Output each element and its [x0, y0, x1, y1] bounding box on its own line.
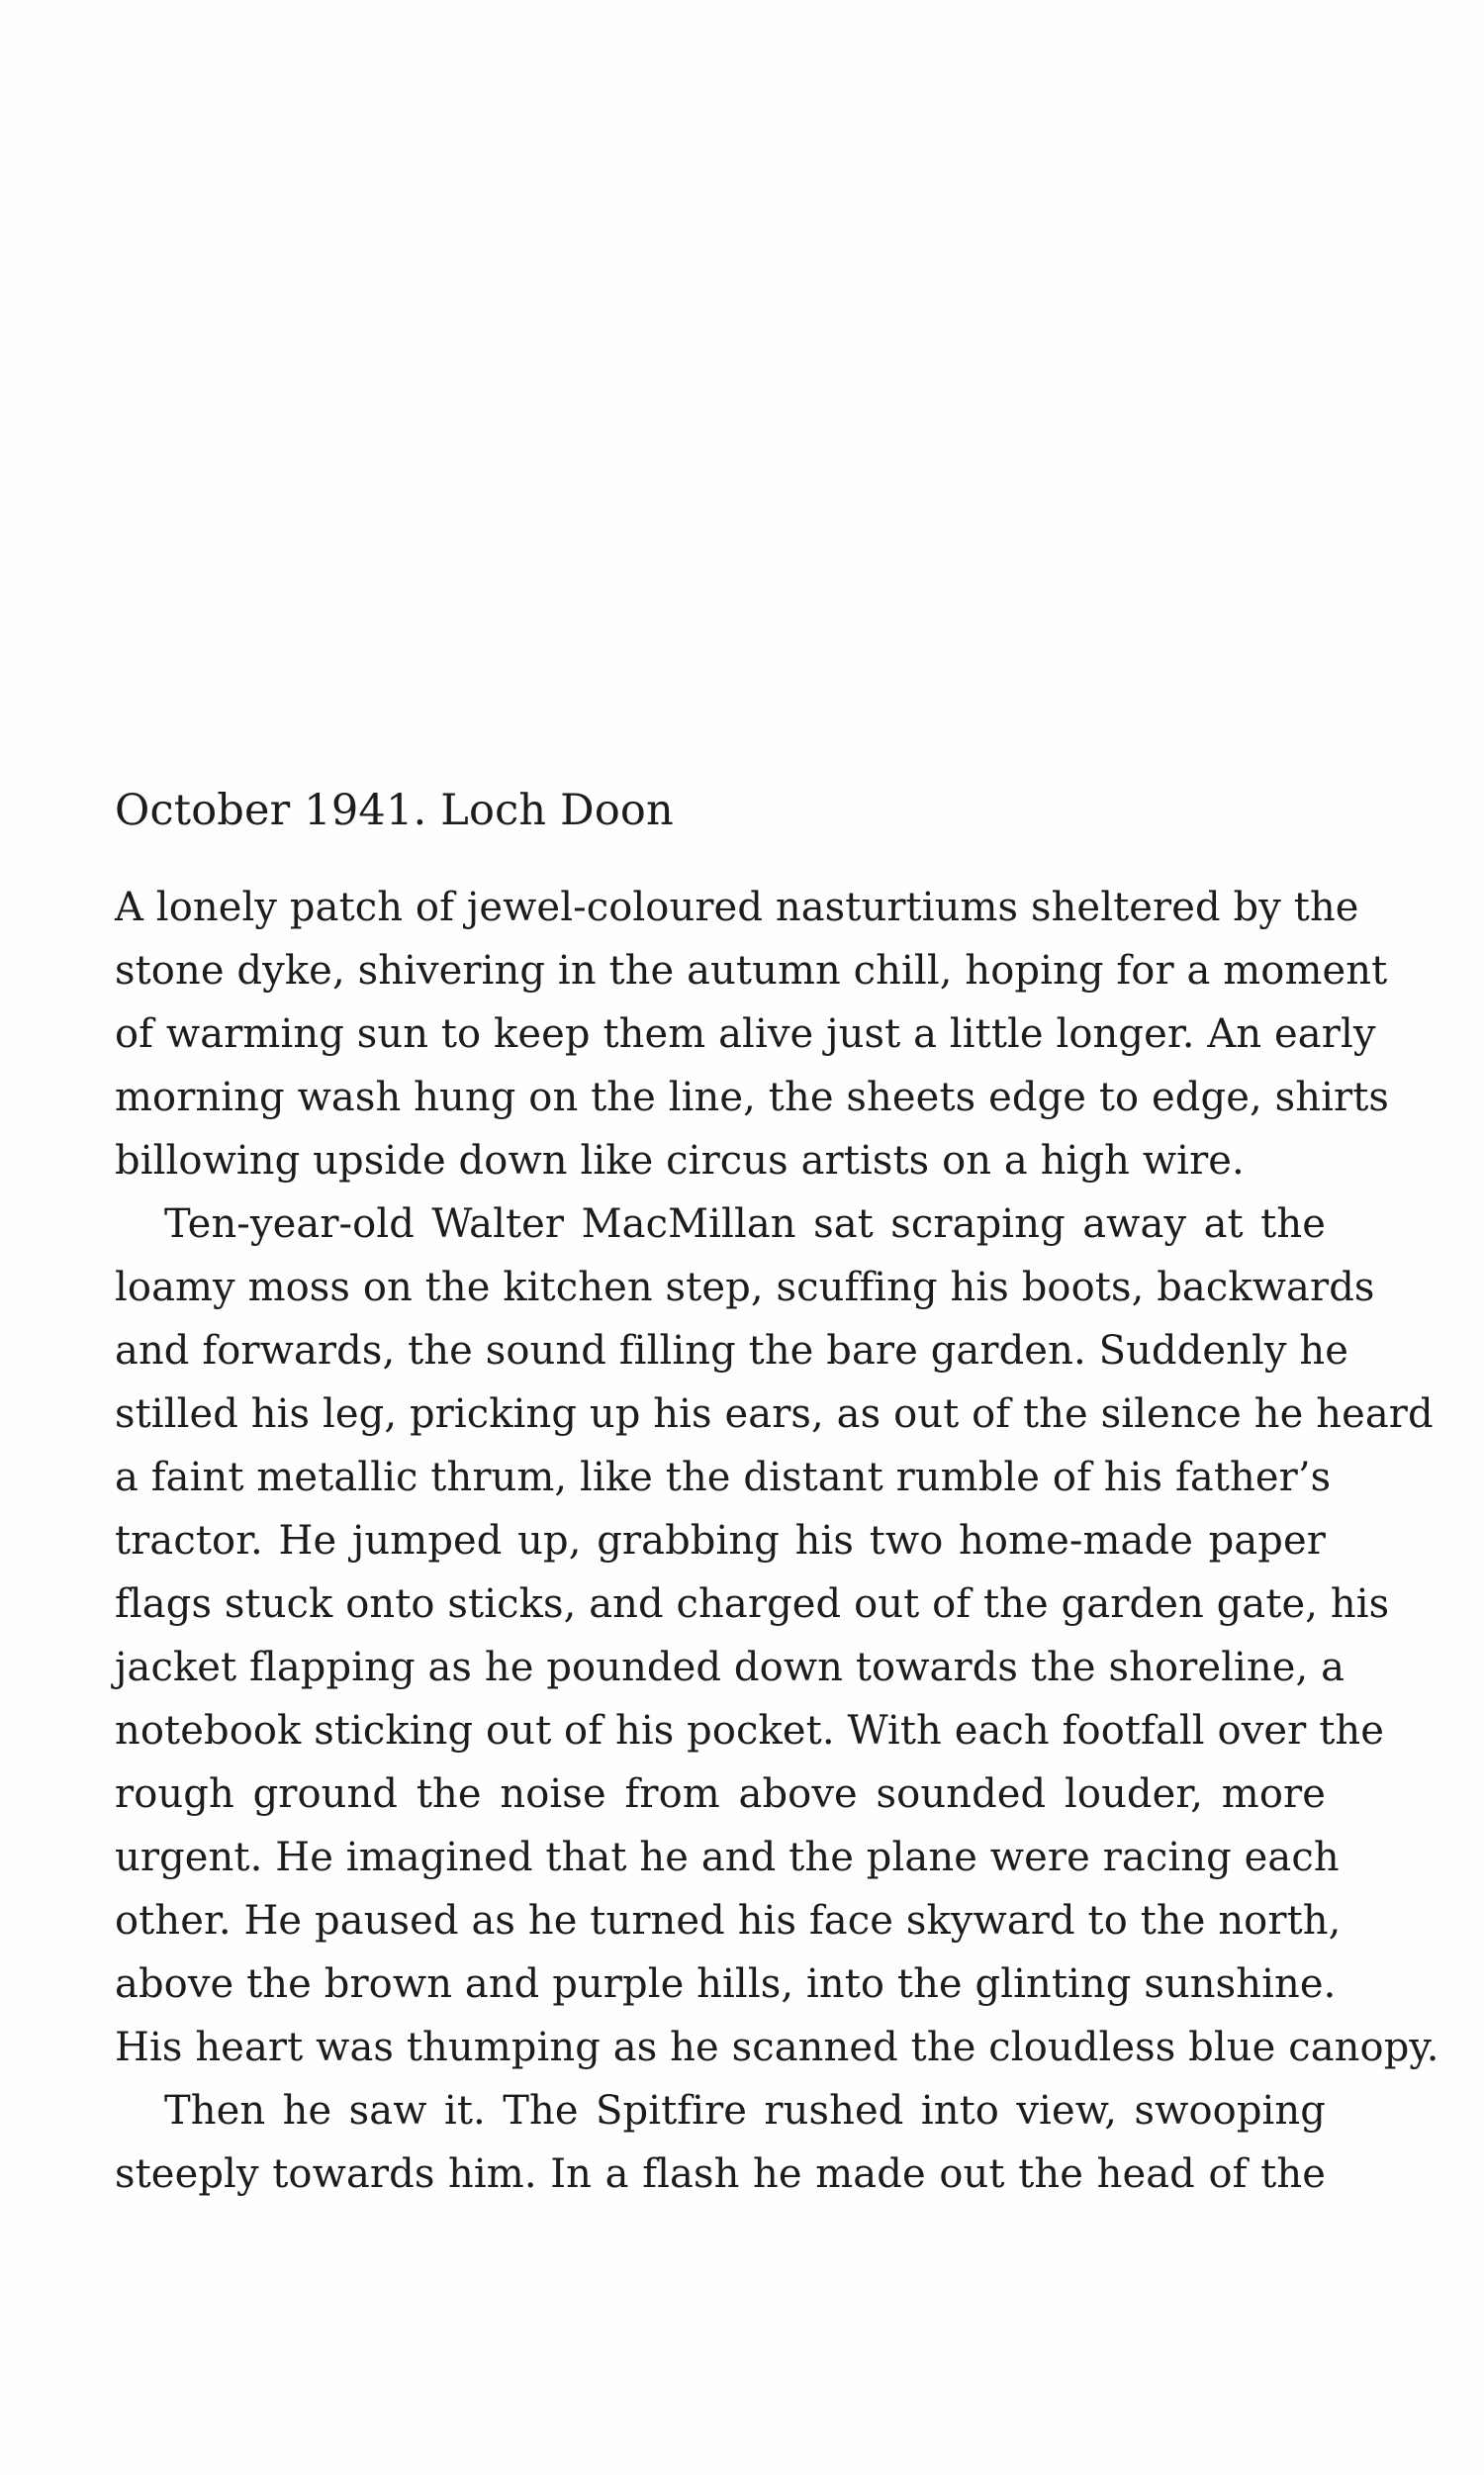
text-line: steeply towards him. In a flash he made out the head of the: [115, 2151, 1326, 2197]
text-line: and forwards, the sound filling the bare garden. Suddenly he: [115, 1328, 1349, 1374]
paragraph-1: [115, 876, 1389, 1192]
text-line: stilled his leg, pricking up his ears, as out of the silence he heard: [115, 1391, 1434, 1437]
text-line: Ten-year-old Walter MacMillan sat scraping away at the: [164, 1201, 1326, 1247]
text-line: flags stuck onto sticks, and charged out of the garden gate, his: [115, 1581, 1390, 1627]
text-line: other. He paused as he turned his face skyward to the north,: [115, 1898, 1342, 1944]
text-line: jacket flapping as he pounded down towards the shoreline, a: [115, 1645, 1345, 1690]
text-line: of warming sun to keep them alive just a little longer. An early: [115, 1011, 1376, 1057]
chapter-heading: October 1941. Loch Doon: [115, 786, 674, 835]
text-line: His heart was thumping as he scanned the cloudless blue canopy.: [115, 2025, 1439, 2070]
paragraph-2: [115, 1192, 1439, 2079]
text-line: notebook sticking out of his pocket. With each footfall over the: [115, 1708, 1385, 1754]
text-line: stone dyke, shivering in the autumn chill, hoping for a moment: [115, 948, 1388, 994]
text-line: loamy moss on the kitchen step, scuffing his boots, backwards: [115, 1265, 1375, 1310]
text-line: urgent. He imagined that he and the plane were racing each: [115, 1835, 1340, 1880]
paragraph-3: [115, 2079, 1326, 2206]
text-line: tractor. He jumped up, grabbing his two home-made paper: [115, 1518, 1326, 1564]
text-line: billowing upside down like circus artists on a high wire.: [115, 1138, 1245, 1184]
text-line: A lonely patch of jewel-coloured nasturtiums sheltered by the: [115, 885, 1359, 930]
text-line: morning wash hung on the line, the sheets edge to edge, shirts: [115, 1075, 1389, 1120]
body-text: [115, 876, 1439, 2206]
text-line: rough ground the noise from above sounded louder, more: [115, 1771, 1326, 1817]
text-line: above the brown and purple hills, into the glinting sunshine.: [115, 1961, 1337, 2007]
text-line: Then he saw it. The Spitfire rushed into view, swooping: [164, 2088, 1326, 2134]
text-line: a faint metallic thrum, like the distant rumble of his father’s: [115, 1455, 1332, 1500]
